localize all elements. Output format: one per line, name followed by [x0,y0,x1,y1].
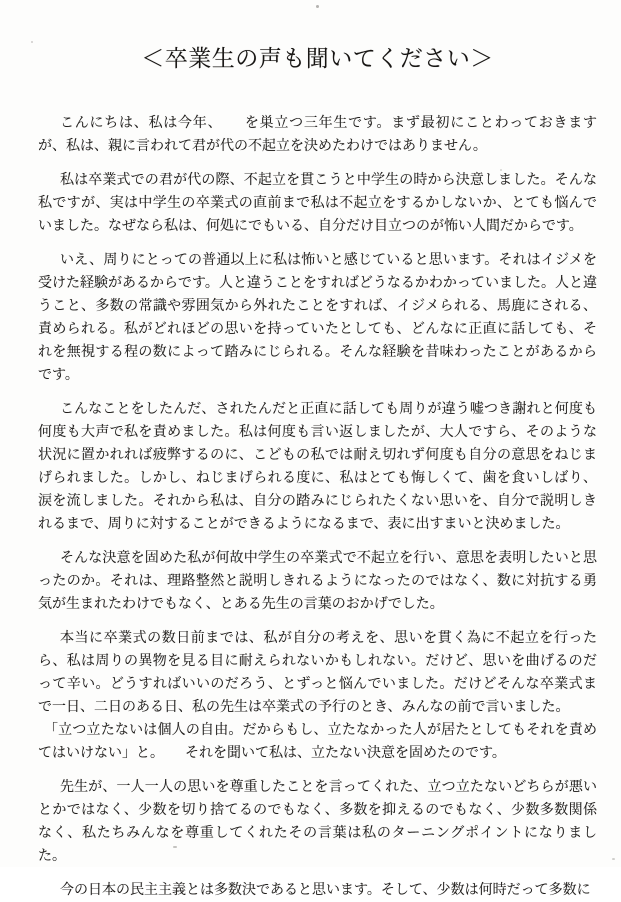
paragraph-why-not-stand: そんな決意を固めた私が何故中学生の卒業式で不起立を行い、意思を表明したいと思ったのか。それは、理路整然と説明しきれるようになったのではなく、数に対抗する勇気が生まれたわけでもなく、とある先生の言葉のおかげでした。 [38,550,597,612]
paragraph-fear-of-bullying: いえ、周りにとっての普通以上に私は怖いと感じていると思います。それはイジメを受けた経験があるからです。人と違うことをすればどうなるかわかっていました。人と違うこと、多数の常識や雰囲気から外れたことをすれば、イジメられる、馬鹿にされる、責められる。私がどれほどの思いを持っていたとしても、どんなに正直に話しても、それを無視する程の数によって踏みにじられる。そんな経験を昔味わったことがあるからです。 [38,252,597,383]
document-title: ＜卒業生の声も聞いてください＞ [141,46,494,72]
paragraph-past-experience: こんなことをしたんだ、されたんだと正直に話しても周りが違う嘘つき謝れと何度も何度も大声で私を責めました。私は何度も言い返しましたが、大人ですら、そのような状況に置かれれば疲弊するのに、こどもの私では耐え切れず何度も自分の意思をねじまげられました。しかし、ねじまげられる度に、私はとても悔しくて、歯を食いしばり、涙を流しました。それから私は、自分の踏みにじられたくない思いを、自分で説明しきれるまで、周りに対することができるようになるまで、表に出すまいと決めました。 [38,401,597,532]
scan-speck [612,858,615,860]
paragraph-teacher-quote: 「立つ立たないは個人の自由。だからもし、立たなかった人が居たとしてもそれを責めてはいけない」と。 それを聞いて私は、立たない決意を固めたのです。 [38,722,597,761]
paragraph-democracy-cutoff: 今の日本の民主主義とは多数決であると思います。そして、少数は何時だって多数に [60,882,591,898]
scan-speck [31,41,33,43]
paragraph-turning-point: 先生が、一人一人の思いを尊重したことを言ってくれた、立つ立たないどちらが悪いとかではなく、少数を切り捨てるのでもなく、多数を抑えるのでもなく、少数多数関係なく、私たちみんなを尊重してくれたその言葉は私のターニングポイントになりました。 [38,779,597,864]
scan-speck [173,846,177,848]
scan-speck [500,169,502,171]
paragraph-greeting: こんにちは、私は今年、 を巣立つ三年生です。まず最初にことわっておきますが、私は、親に言われて君が代の不起立を決めたわけではありません。 [38,115,597,154]
paragraph-decision: 私は卒業式での君が代の際、不起立を貫こうと中学生の時から決意しました。そんな私ですが、実は中学生の卒業式の直前まで私は不起立をするかしないか、とても悩んでいました。なぜなら私は、何処にでもいる、自分だけ目立つのが怖い人間だからです。 [38,172,597,234]
scan-speck [316,5,319,8]
paragraph-days-before-ceremony: 本当に卒業式の数日前までは、私が自分の考えを、思いを貫く為に不起立を行ったら、私は周りの異物を見る目に耐えられないかもしれない。だけど、思いを曲げるのだって辛い。どうすればいいのだろう、とずっと悩んでいました。だけどそんな卒業式まで一日、二日のある日、私の先生は卒業式の予行のとき、みんなの前で言いました。 [38,630,597,715]
